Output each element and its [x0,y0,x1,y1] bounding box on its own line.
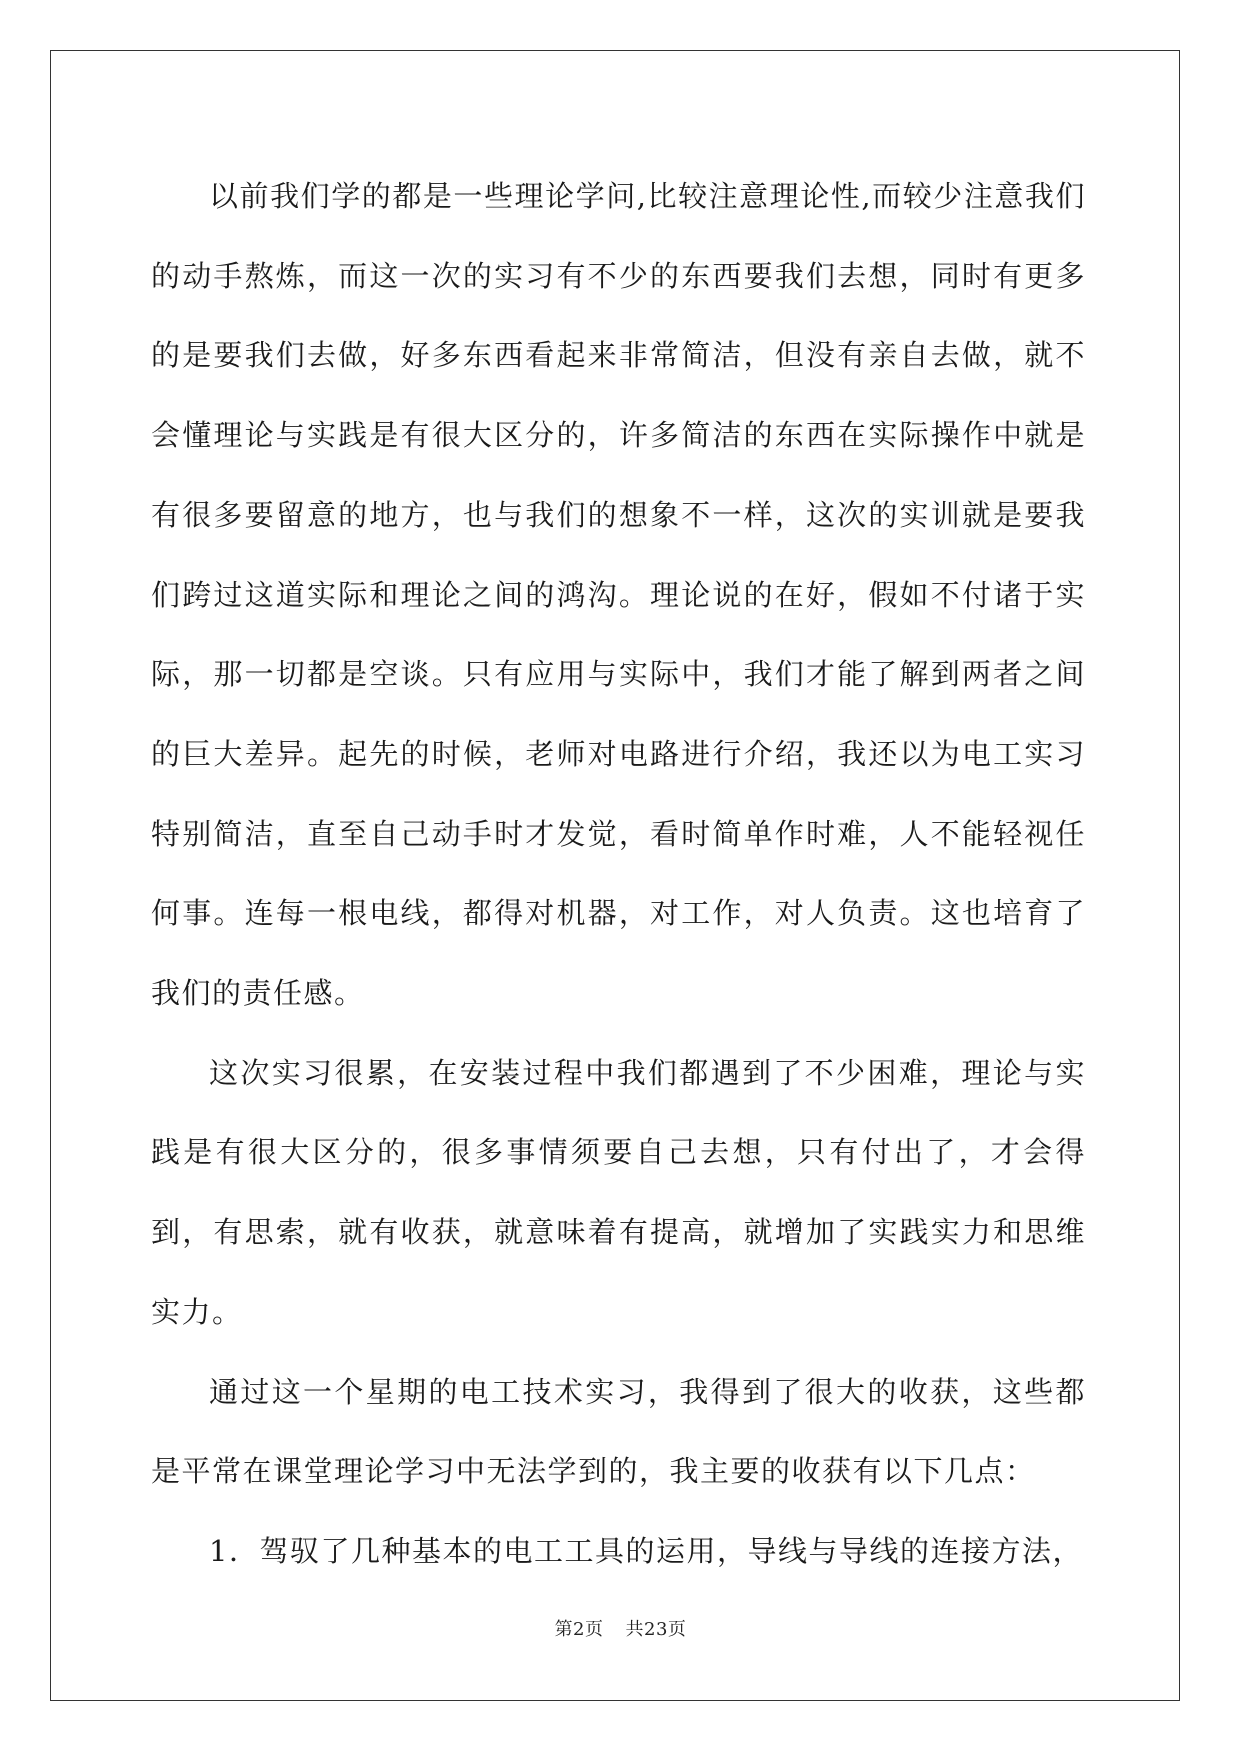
paragraph: 通过这一个星期的电工技术实习，我得到了很大的收获，这些都是平常在课堂理论学习中无法学到的，我主要的收获有以下几点： [151,1374,1086,1489]
page-footer [0,1615,1241,1641]
page-total: 共23页 [625,1619,687,1640]
document-body [151,157,1086,1592]
paragraph: 这次实习很累，在安装过程中我们都遇到了不少困难，理论与实践是有很大区分的，很多事情须要自己去想，只有付出了，才会得到，有思索，就有收获，就意味着有提高，就增加了实践实力和思维实力。 [151,1055,1086,1329]
page-number: 第2页 [554,1619,604,1640]
paragraph: 以前我们学的都是一些理论学问,比较注意理论性,而较少注意我们的动手熬炼，而这一次的实习有不少的东西要我们去想，同时有更多的是要我们去做，好多东西看起来非常简洁，但没有亲自去做，就不会懂理论与实践是有很大区分的，许多简洁的东西在实际操作中就是有很多要留意的地方，也与我们的想象不一样，这次的实训就是要我们跨过这道实际和理论之间的鸿沟。理论说的在好，假如不付诸于实际，那一切都是空谈。只有应用与实际中，我们才能了解到两者之间的巨大差异。起先的时候，老师对电路进行介绍，我还以为电工实习特别简洁，直至自己动手时才发觉，看时简单作时难，人不能轻视任何事。连每一根电线，都得对机器，对工作，对人负责。这也培育了我们的责任感。 [151,179,1086,1011]
numbered-list-item: 1．驾驭了几种基本的电工工具的运用，导线与导线的连接方法， [209,1533,1083,1568]
